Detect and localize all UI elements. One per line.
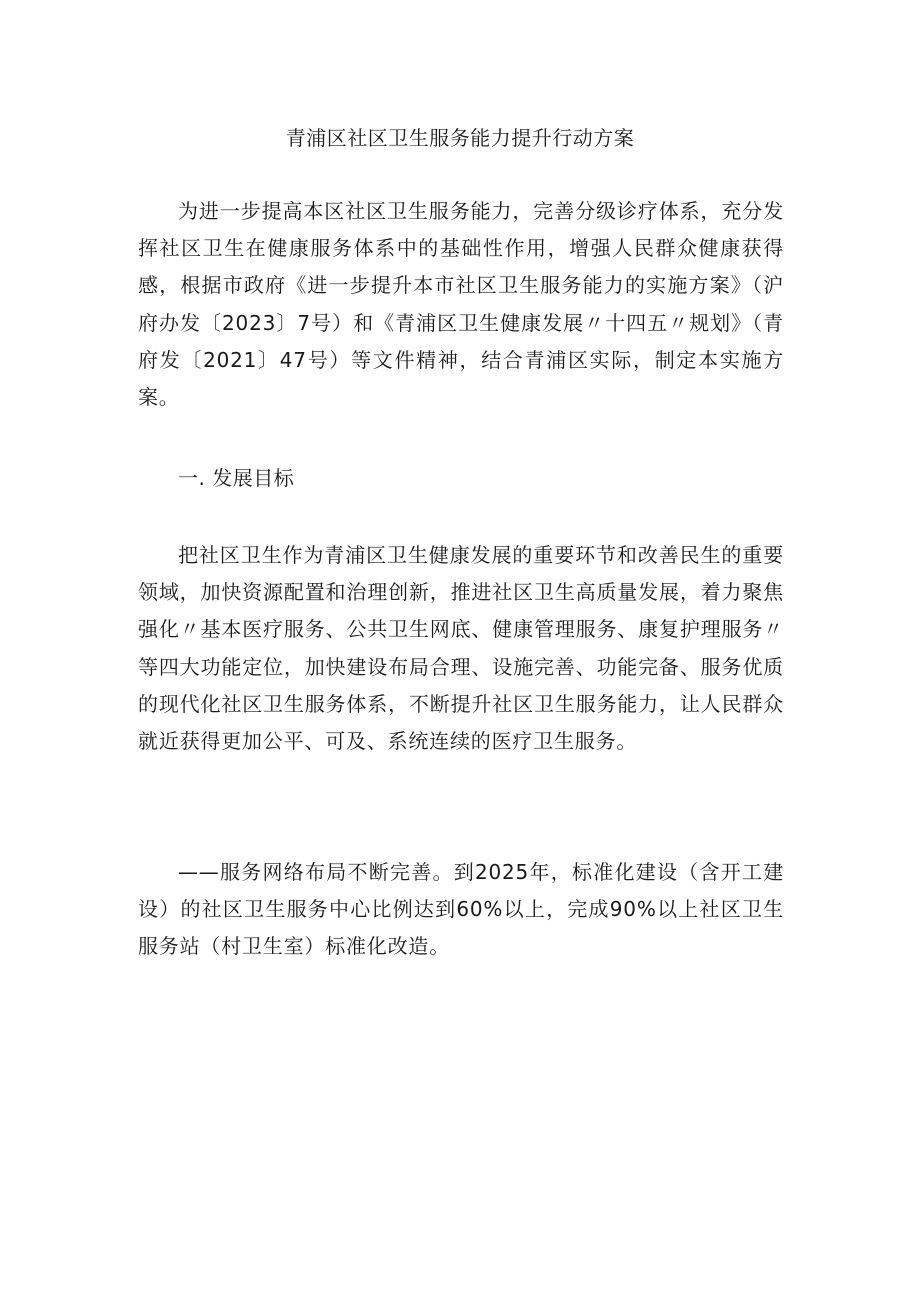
section-heading-goals: 一. 发展目标 [178,466,295,490]
goal-network-paragraph: ——服务网络布局不断完善。到2025年，标准化建设（含开工建设）的社区卫生服务中心比例达到60%以上，完成90%以上社区卫生服务站（村卫生室）标准化改造。 [138,860,784,959]
intro-paragraph: 为进一步提高本区社区卫生服务能力，完善分级诊疗体系，充分发挥社区卫生在健康服务体系中的基础性作用，增强人民群众健康获得感，根据市政府《进一步提升本市社区卫生服务能力的实施方案》（沪府办发〔2023〕7号）和《青浦区卫生健康发展〃十四五〃规划》（青府发〔2021〕47号）等文件精神，结合青浦区实际，制定本实施方案。 [138,199,784,410]
document-title: 青浦区社区卫生服务能力提升行动方案 [285,126,635,150]
goals-paragraph: 把社区卫生作为青浦区卫生健康发展的重要环节和改善民生的重要领域，加快资源配置和治理创新，推进社区卫生高质量发展，着力聚焦强化〃基本医疗服务、公共卫生网底、健康管理服务、康复护理服务〃等四大功能定位，加快建设布局合理、设施完善、功能完备、服务优质的现代化社区卫生服务体系，不断提升社区卫生服务能力，让人民群众就近获得更加公平、可及、系统连续的医疗卫生服务。 [138,543,784,754]
